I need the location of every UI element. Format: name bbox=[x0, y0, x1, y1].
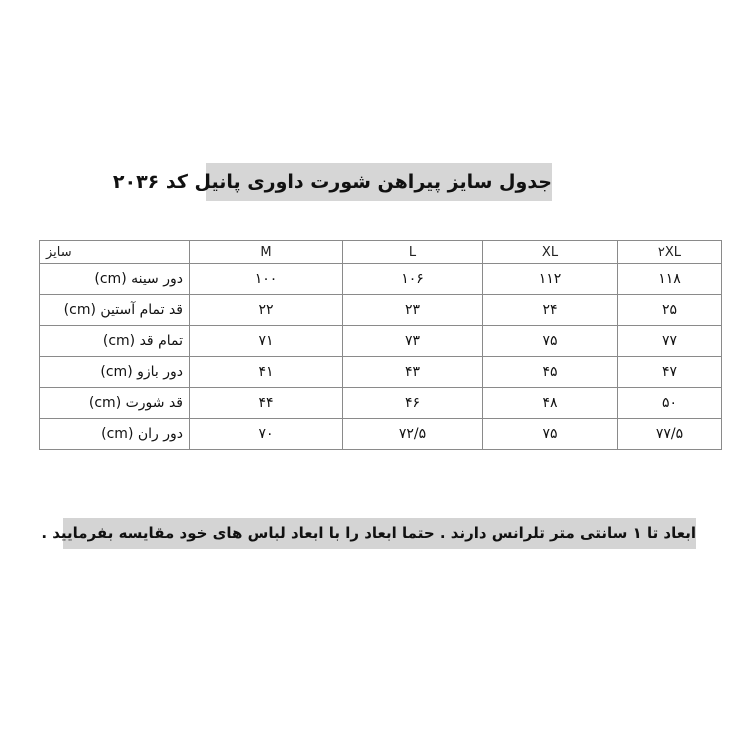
table-cell: ۴۴ bbox=[190, 388, 343, 419]
table-cell: ۴۱ bbox=[190, 357, 343, 388]
header-size-l: L bbox=[343, 241, 483, 264]
table-row bbox=[40, 419, 722, 450]
table-cell: ۷۳ bbox=[343, 326, 483, 357]
table-cell: ۱۰۶ bbox=[343, 264, 483, 295]
table-header-row bbox=[40, 241, 722, 264]
table-cell: ۷۵ bbox=[483, 419, 618, 450]
table-row bbox=[40, 264, 722, 295]
size-table bbox=[39, 240, 722, 450]
page-title: جدول سایز پیراهن شورت داوری پانیل کد ۲۰۳۶ bbox=[112, 171, 552, 193]
table-row bbox=[40, 295, 722, 326]
header-size-m: M bbox=[190, 241, 343, 264]
tolerance-note: ابعاد تا ۱ سانتی متر تلرانس دارند . حتما ابعاد را با ابعاد لباس های خود مقایسه بفرمایید . bbox=[41, 524, 696, 542]
row-label: قد شورت (cm) bbox=[40, 388, 190, 419]
table-cell: ۱۰۰ bbox=[190, 264, 343, 295]
title-highlight bbox=[112, 163, 552, 201]
table-cell: ۱۱۲ bbox=[483, 264, 618, 295]
header-size-label: سایز bbox=[40, 241, 190, 264]
table-cell: ۴۷ bbox=[618, 357, 722, 388]
table-row bbox=[40, 357, 722, 388]
table-cell: ۵۰ bbox=[618, 388, 722, 419]
table-cell: ۷۰ bbox=[190, 419, 343, 450]
header-size-xl: XL bbox=[483, 241, 618, 264]
table-cell: ۴۵ bbox=[483, 357, 618, 388]
row-label: دور بازو (cm) bbox=[40, 357, 190, 388]
table-cell: ۴۳ bbox=[343, 357, 483, 388]
table-cell: ۷۷/۵ bbox=[618, 419, 722, 450]
table-cell: ۷۲/۵ bbox=[343, 419, 483, 450]
table-row bbox=[40, 326, 722, 357]
row-label: دور ران (cm) bbox=[40, 419, 190, 450]
table-cell: ۲۴ bbox=[483, 295, 618, 326]
row-label: دور سینه (cm) bbox=[40, 264, 190, 295]
row-label: تمام قد (cm) bbox=[40, 326, 190, 357]
table-cell: ۷۷ bbox=[618, 326, 722, 357]
table-cell: ۲۵ bbox=[618, 295, 722, 326]
table-cell: ۱۱۸ bbox=[618, 264, 722, 295]
table-cell: ۲۲ bbox=[190, 295, 343, 326]
table-cell: ۷۱ bbox=[190, 326, 343, 357]
table-row bbox=[40, 388, 722, 419]
note-highlight bbox=[41, 518, 696, 549]
table-cell: ۷۵ bbox=[483, 326, 618, 357]
table-cell: ۴۸ bbox=[483, 388, 618, 419]
table-cell: ۴۶ bbox=[343, 388, 483, 419]
header-size-2xl: ۲XL bbox=[618, 241, 722, 264]
row-label: قد تمام آستین (cm) bbox=[40, 295, 190, 326]
table-cell: ۲۳ bbox=[343, 295, 483, 326]
